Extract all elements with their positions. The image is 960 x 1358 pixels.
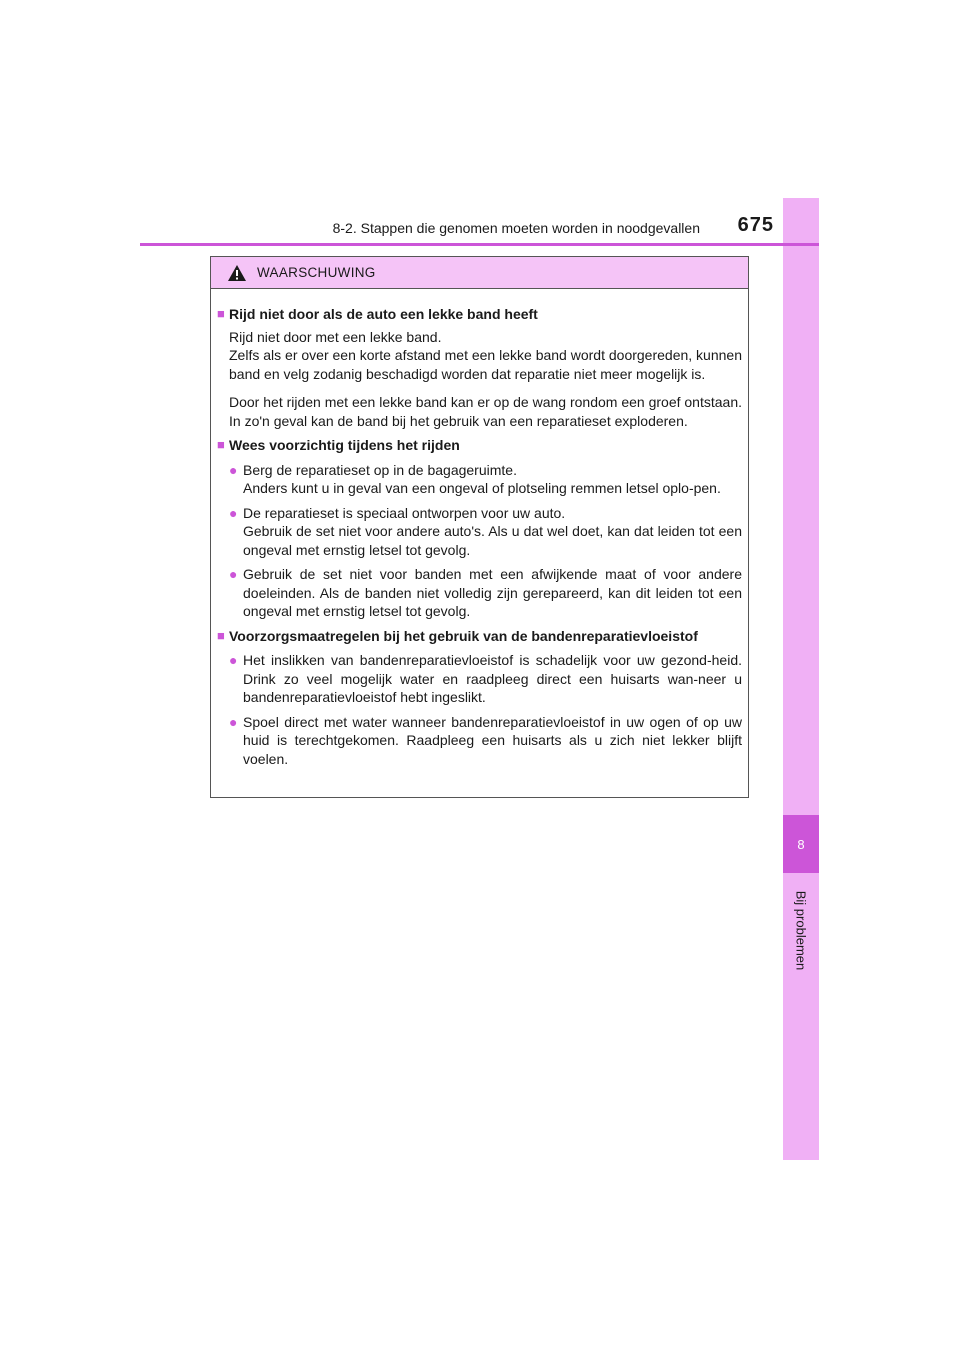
chapter-label-tab [783,880,819,980]
circle-bullet-icon: ● [229,652,238,668]
chapter-label: Bij problemen [793,890,809,970]
list-item: ● Spoel direct met water wanneer bandenreparatievloeistof in uw ogen of op uw huid is terechtgekomen. Raadpleeg een huisarts als u zich niet lekker blijft voelen. [229,713,742,767]
warning-triangle-icon [227,264,247,282]
list-item: ● Het inslikken van bandenreparatievloeistof is schadelijk voor uw gezond-heid. Drink zo veel mogelijk water en raadpleeg direct een huisarts wan-neer u bandenreparatievloeistof hebt ingeslikt. [229,652,742,705]
list-item: ● Gebruik de set niet voor banden met een afwijkende maat of voor andere doeleinden. Als de banden niet volledig zijn gerepareerd, kan dit leiden tot een ongeval met ernstig letsel tot gevolg. [229,566,742,619]
chapter-number-tab[interactable] [783,815,819,873]
warning-box [210,256,749,798]
section-heading: ■ Voorzorgsmaatregelen bij het gebruik van de bandenreparatievloeistof [217,627,698,644]
circle-bullet-icon: ● [229,713,238,730]
paragraph: Rijd niet door met een lekke band. Zelfs als er over een korte afstand met een lekke band wordt doorgereden, kunnen band en velg zodanig beschadigd worden dat reparatie niet meer mogelijk is. [229,328,742,382]
header-rule [140,243,819,246]
section-heading: ■ Wees voorzichtig tijdens het rijden [217,437,460,453]
warning-body [211,289,748,768]
warning-title: WAARSCHUWING [257,265,376,280]
section-heading: ■ Rijd niet door als de auto een lekke band heeft [217,306,538,322]
chapter-number: 8 [797,836,805,852]
section-title: 8-2. Stappen die genomen moeten worden in noodgevallen [332,220,700,236]
list-item: ● De reparatieset is speciaal ontworpen voor uw auto. Gebruik de set niet voor andere auto's. Als u dat wel doet, kan dat leiden tot een ongeval met ernstig letsel tot gevolg. [229,504,742,558]
square-bullet-icon: ■ [217,437,225,452]
circle-bullet-icon: ● [229,566,238,582]
page-number: 675 [737,214,774,236]
list-item: ● Berg de reparatieset op in de bagageruimte. Anders kunt u in geval van een ongeval of plotseling remmen letsel oplo-pen. [229,461,721,496]
circle-bullet-icon: ● [229,504,238,521]
square-bullet-icon: ■ [217,306,225,321]
chapter-side-tab [783,198,819,1160]
circle-bullet-icon: ● [229,461,238,478]
paragraph: Door het rijden met een lekke band kan er op de wang rondom een groef ontstaan. In zo'n geval kan de band bij het gebruik van een reparatieset exploderen. [229,394,742,429]
warning-header [211,257,748,289]
square-bullet-icon: ■ [217,627,225,643]
